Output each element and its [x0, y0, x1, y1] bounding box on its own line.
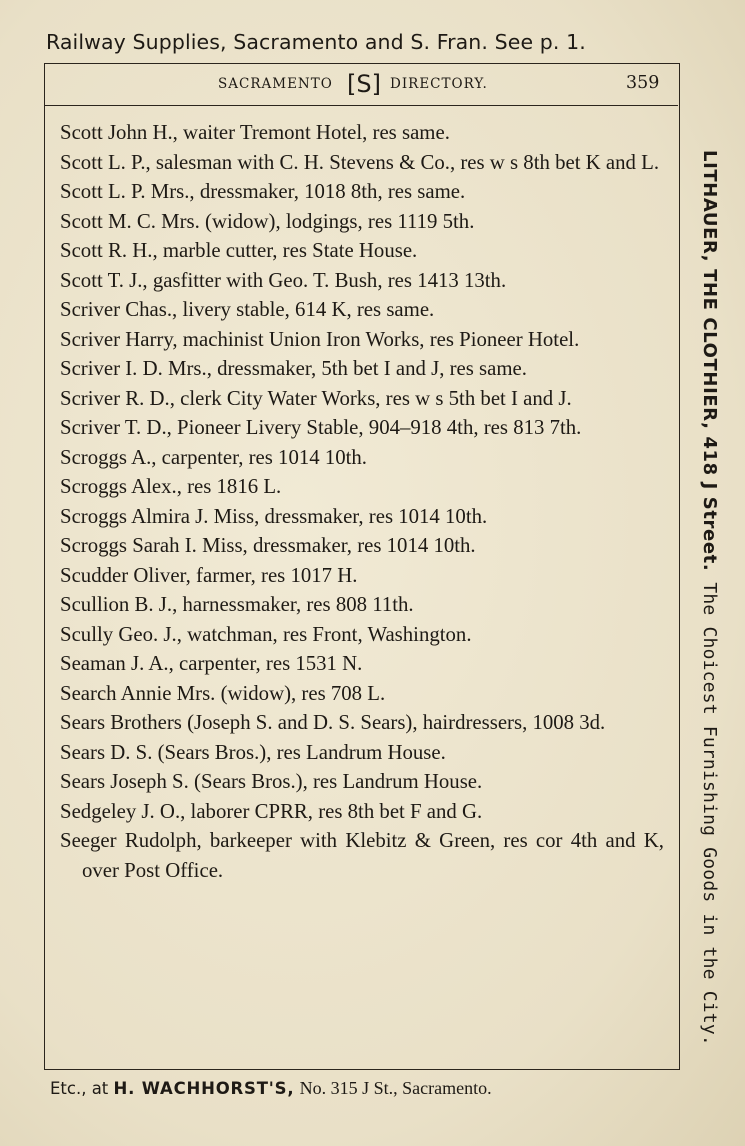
bottom-advertisement-prefix: Etc., at	[50, 1079, 109, 1098]
side-advertisement-slogan: The Choicest Furnishing Goods in the City.	[699, 582, 720, 1046]
directory-entry: Scott L. P., salesman with C. H. Stevens & Co., res w s 8th bet K and L.	[60, 150, 660, 174]
directory-entry: Scott John H., waiter Tremont Hotel, res same.	[60, 121, 450, 144]
directory-entry: Scriver Harry, machinist Union Iron Works, res Pioneer Hotel.	[60, 327, 580, 351]
directory-entry: Scriver Chas., livery stable, 614 K, res same.	[60, 298, 435, 321]
directory-entry: Scriver I. D. Mrs., dressmaker, 5th bet I and J, res same.	[60, 357, 527, 380]
directory-entry: Scully Geo. J., watchman, res Front, Washington.	[60, 622, 472, 646]
directory-entry: Scott M. C. Mrs. (widow), lodgings, res 1119 5th.	[60, 209, 475, 233]
directory-entry: Seaman J. A., carpenter, res 1531 N.	[60, 652, 363, 675]
directory-entry: Scott L. P. Mrs., dressmaker, 1018 8th, res same.	[60, 180, 466, 203]
top-advertisement: Railway Supplies, Sacramento and S. Fran. See p. 1.	[46, 30, 586, 54]
directory-entry: Sears D. S. (Sears Bros.), res Landrum House.	[60, 740, 446, 764]
directory-entry: Scroggs Sarah I. Miss, dressmaker, res 1014 10th.	[60, 534, 476, 557]
directory-entry: Scriver T. D., Pioneer Livery Stable, 904–918 4th, res 813 7th.	[60, 416, 582, 439]
bottom-advertisement	[50, 1078, 690, 1099]
directory-entry: Scroggs Alex., res 1816 L.	[60, 475, 282, 498]
bottom-advertisement-firm: H. WACHHORST'S,	[113, 1079, 295, 1098]
directory-entry: Scott R. H., marble cutter, res State House.	[60, 239, 418, 262]
directory-entry: Sedgeley J. O., laborer CPRR, res 8th bet F and G.	[60, 799, 483, 823]
directory-entry: Scroggs A., carpenter, res 1014 10th.	[60, 445, 368, 469]
directory-entry: Sears Brothers (Joseph S. and D. S. Sears), hairdressers, 1008 3d.	[60, 711, 606, 734]
side-advertisement	[678, 150, 720, 1046]
directory-entries	[60, 118, 664, 885]
running-head-city: SACRAMENTO	[218, 76, 333, 92]
directory-entry: Search Annie Mrs. (widow), res 708 L.	[60, 681, 386, 705]
directory-entry: Scroggs Almira J. Miss, dressmaker, res 1014 10th.	[60, 504, 488, 528]
directory-entry: Scudder Oliver, farmer, res 1017 H.	[60, 563, 358, 587]
side-advertisement-firm: LITHAUER, THE CLOTHIER, 418 J Street.	[699, 150, 720, 572]
side-advertisement-text	[699, 150, 720, 1046]
running-head-title: DIRECTORY.	[390, 76, 488, 92]
directory-entry: Scott T. J., gasfitter with Geo. T. Bush, res 1413 13th.	[60, 268, 507, 292]
directory-entry: Scullion B. J., harnessmaker, res 808 11th.	[60, 593, 414, 616]
running-head	[44, 63, 678, 106]
bottom-advertisement-address: No. 315 J St., Sacramento.	[299, 1078, 492, 1098]
page-number: 359	[626, 73, 660, 93]
running-head-letter: [S]	[347, 70, 381, 98]
directory-entry: Scriver R. D., clerk City Water Works, res w s 5th bet I and J.	[60, 386, 572, 410]
directory-entry: Sears Joseph S. (Sears Bros.), res Landrum House.	[60, 770, 483, 793]
directory-entry: Seeger Rudolph, barkeeper with Klebitz & Green, res cor 4th and K, over Post Office.	[60, 829, 664, 882]
